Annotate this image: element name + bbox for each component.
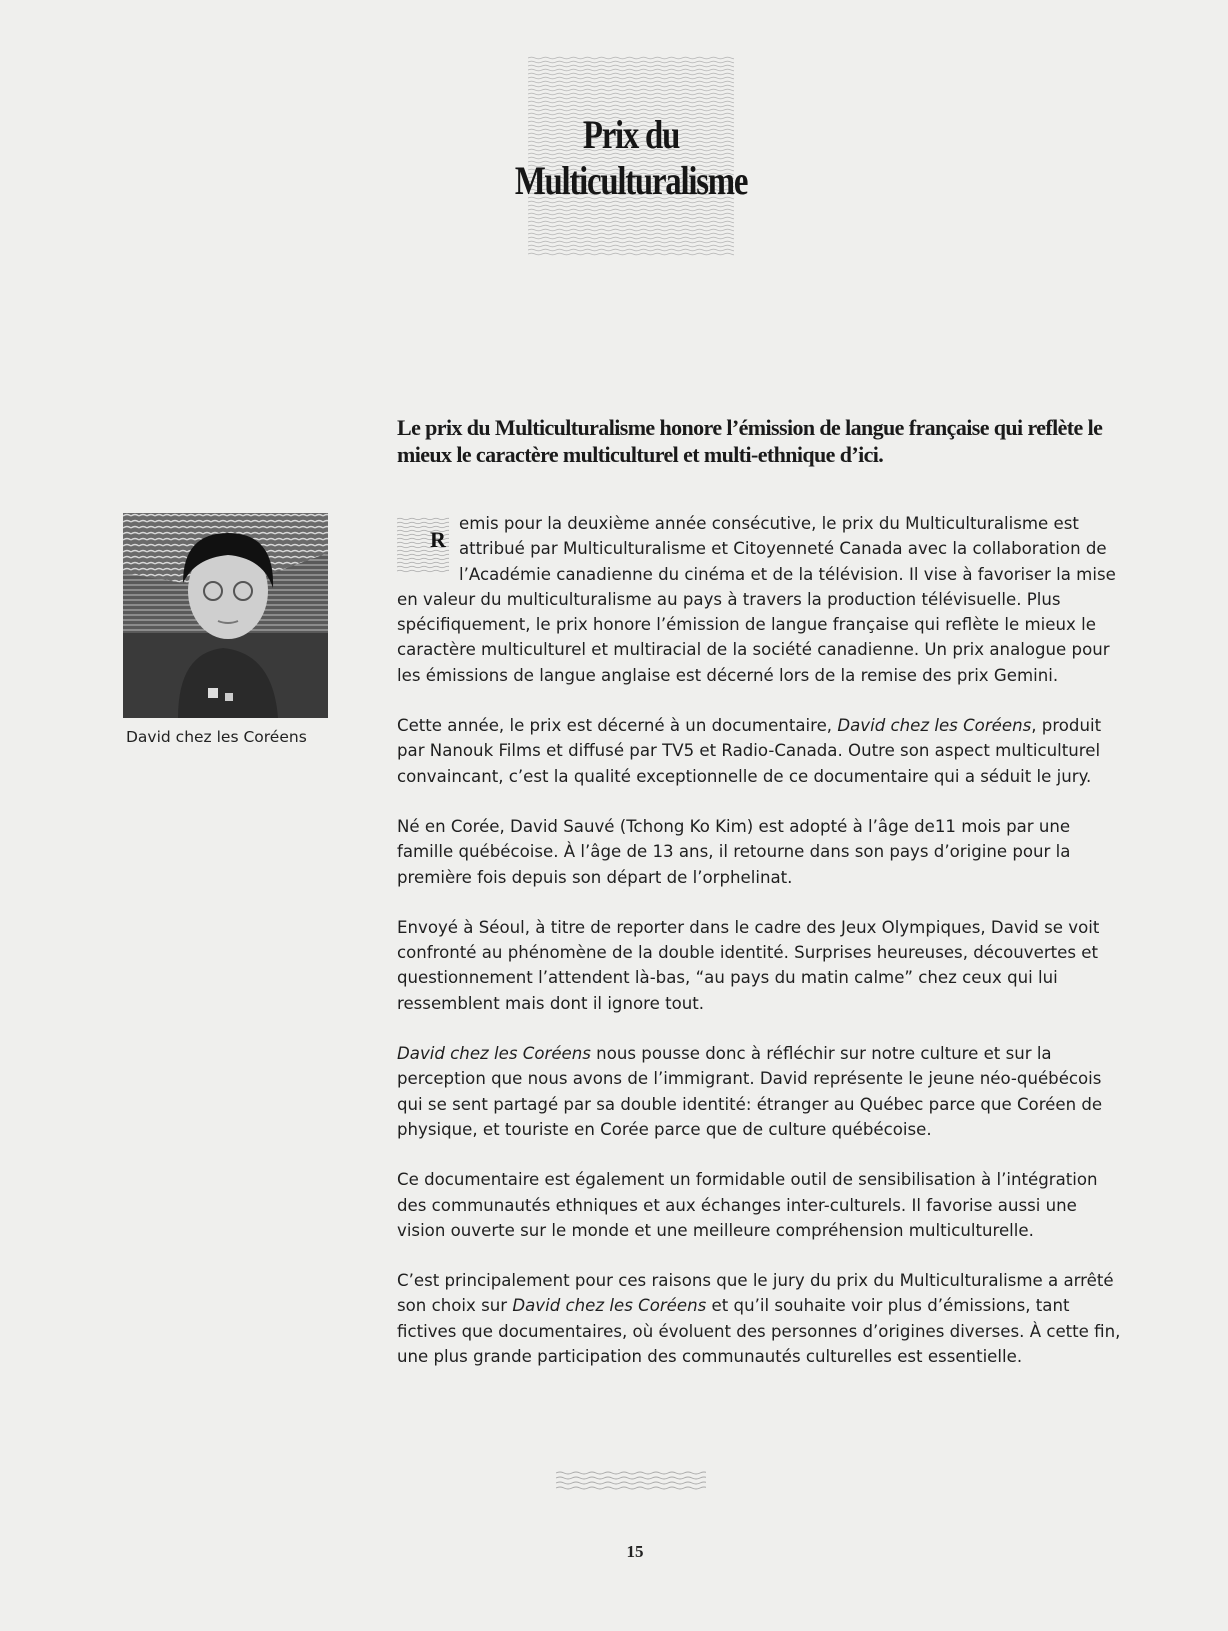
paragraph-1	[397, 511, 1127, 688]
documentary-title: David chez les Coréens	[837, 716, 1032, 736]
page-title-line2: Multiculturalisme	[514, 158, 748, 203]
dropcap-letter: R	[430, 527, 446, 552]
wave-divider-icon	[556, 1468, 706, 1490]
paragraph-2-text-b: , produit par Nanouk Films et diffusé par TV5 et Radio-Canada. Outre son aspect multiculturel convaincant, c’est la qualité exceptionnelle de ce documentaire qui a séduit le jury.	[397, 716, 1102, 786]
page-title	[512, 112, 750, 204]
paragraph-7	[397, 1268, 1127, 1369]
paragraph-6: Ce documentaire est également un formidable outil de sensibilisation à l’intégration des communautés ethniques et aux échanges inter-culturels. Il favorise aussi une vision ouverte sur le monde et une meilleure compréhension multiculturelle.	[397, 1170, 1098, 1240]
photo-david	[123, 513, 328, 718]
page-title-line1: Prix du	[582, 112, 680, 157]
paragraph-1-text: emis pour la deuxième année consécutive, le prix du Multiculturalisme est attribué par Multiculturalisme et Citoyenneté Canada avec la collaboration de l’Académie canadienne du cinéma et de la télévision. Il vise à favoriser la mise en valeur du multiculturalisme au pays à travers la production télévisuelle. Plus spécifiquement, le prix honore l’émission de langue française qui reflète le mieux le caractère multiculturel et multiracial de la société canadienne. Un prix analogue pour les émissions de langue anglaise est décerné lors de la remise des prix Gemini.	[397, 514, 1116, 685]
dropcap	[397, 515, 449, 575]
paragraph-3: Né en Corée, David Sauvé (Tchong Ko Kim) est adopté à l’âge de11 mois par une famille québécoise. À l’âge de 13 ans, il retourne dans son pays d’origine pour la première fois depuis son départ de l’orphelinat.	[397, 816, 1071, 887]
paragraph-2-text-a: Cette année, le prix est décerné à un documentaire,	[397, 716, 838, 736]
title-wave-block	[514, 54, 748, 258]
page-number: 15	[626, 1542, 644, 1561]
paragraph-7-text-b: et qu’il souhaite voir plus d’émissions, tant fictives que documentaires, où évoluent des personnes d’origines diverses. À cette fin, une plus grande participation des communautés culturelles est essentielle.	[397, 1296, 1121, 1367]
portrait-photo-image	[123, 513, 328, 718]
paragraph-5	[397, 1041, 1127, 1142]
paragraph-4: Envoyé à Séoul, à titre de reporter dans le cadre des Jeux Olympiques, David se voit confronté au phénomène de la double identité. Surprises heureuses, découvertes et questionnement l’attendent là-bas, “au pays du matin calme” chez ceux qui lui ressemblent mais dont il ignore tout.	[397, 917, 1100, 1013]
paragraph-2	[397, 713, 1127, 789]
paragraph-5-text: nous pousse donc à réfléchir sur notre culture et sur la perception que nous avons de l’immigrant. David représente le jeune néo-québécois qui se sent partagé par sa double identité: étranger au Québec parce que Coréen de physique, et touriste en Corée parce que de culture québécoise.	[397, 1044, 1103, 1139]
photo-caption: David chez les Coréens	[126, 728, 307, 746]
article-body	[397, 511, 1127, 1394]
documentary-title: David chez les Coréens	[512, 1296, 707, 1316]
documentary-title: David chez les Coréens	[397, 1044, 591, 1064]
paragraph-7-text-a: C’est principalement pour ces raisons que le jury du prix du Multiculturalisme a arrêté son choix sur	[397, 1271, 1114, 1316]
intro-statement: Le prix du Multiculturalisme honore l’émission de langue française qui reflète le mieux le caractère multiculturel et multi-ethnique d’ici.	[397, 415, 1103, 467]
